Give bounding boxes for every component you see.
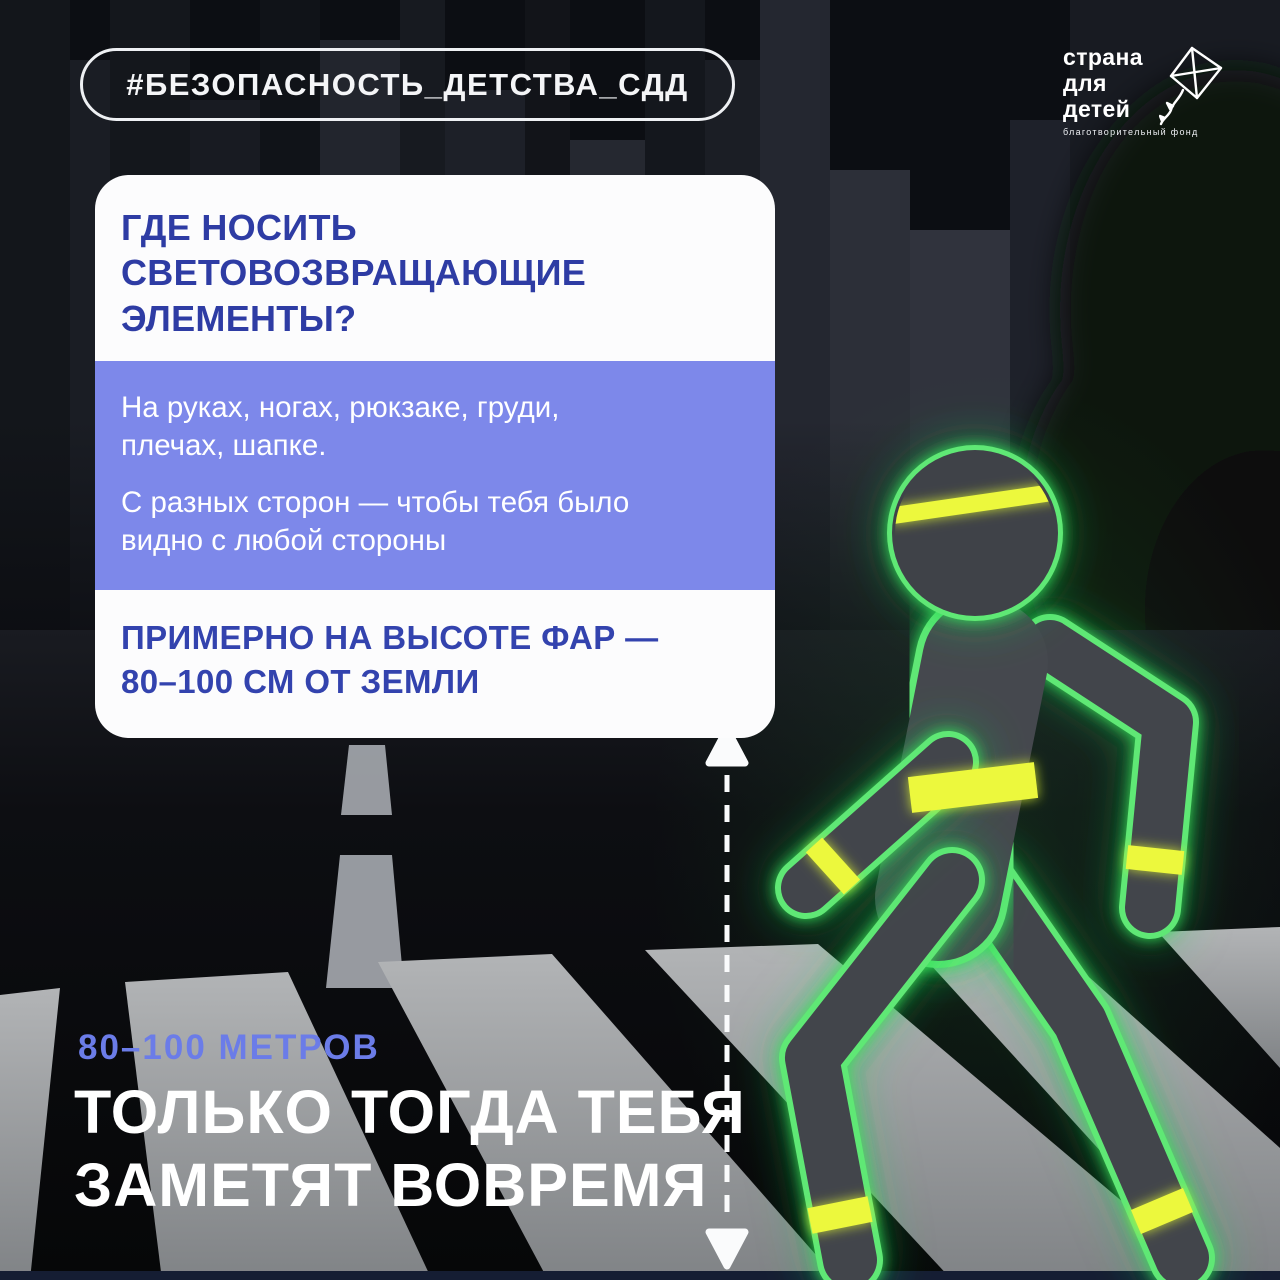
footer-headline: ТОЛЬКО ТОГДА ТЕБЯ ЗАМЕТЯТ ВОВРЕМЯ [74, 1078, 746, 1219]
bottom-strip [0, 1271, 1280, 1280]
hashtag-label: #БЕЗОПАСНОСТЬ_ДЕТСТВА_СДД [126, 66, 689, 102]
card-highlight-panel [95, 361, 775, 590]
brand-logo [1063, 44, 1199, 137]
panel-paragraph-2: С разных сторон — чтобы тебя было видно с любой стороны [121, 485, 630, 558]
brand-name: страна для детей [1063, 44, 1143, 122]
brand-tagline: благотворительный фонд [1063, 126, 1199, 137]
hashtag-pill [80, 48, 735, 121]
distance-label: 80–100 МЕТРОВ [78, 1028, 380, 1067]
panel-paragraph-1: На руках, ногах, рюкзаке, груди, плечах, шапке. [121, 391, 560, 463]
info-card [95, 175, 775, 738]
card-note: ПРИМЕРНО НА ВЫСОТЕ ФАР — 80–100 СМ ОТ ЗЕМЛИ [121, 619, 659, 700]
kite-icon [1159, 46, 1225, 126]
card-title: ГДЕ НОСИТЬ СВЕТОВОЗВРАЩАЮЩИЕ ЭЛЕМЕНТЫ? [121, 207, 587, 339]
